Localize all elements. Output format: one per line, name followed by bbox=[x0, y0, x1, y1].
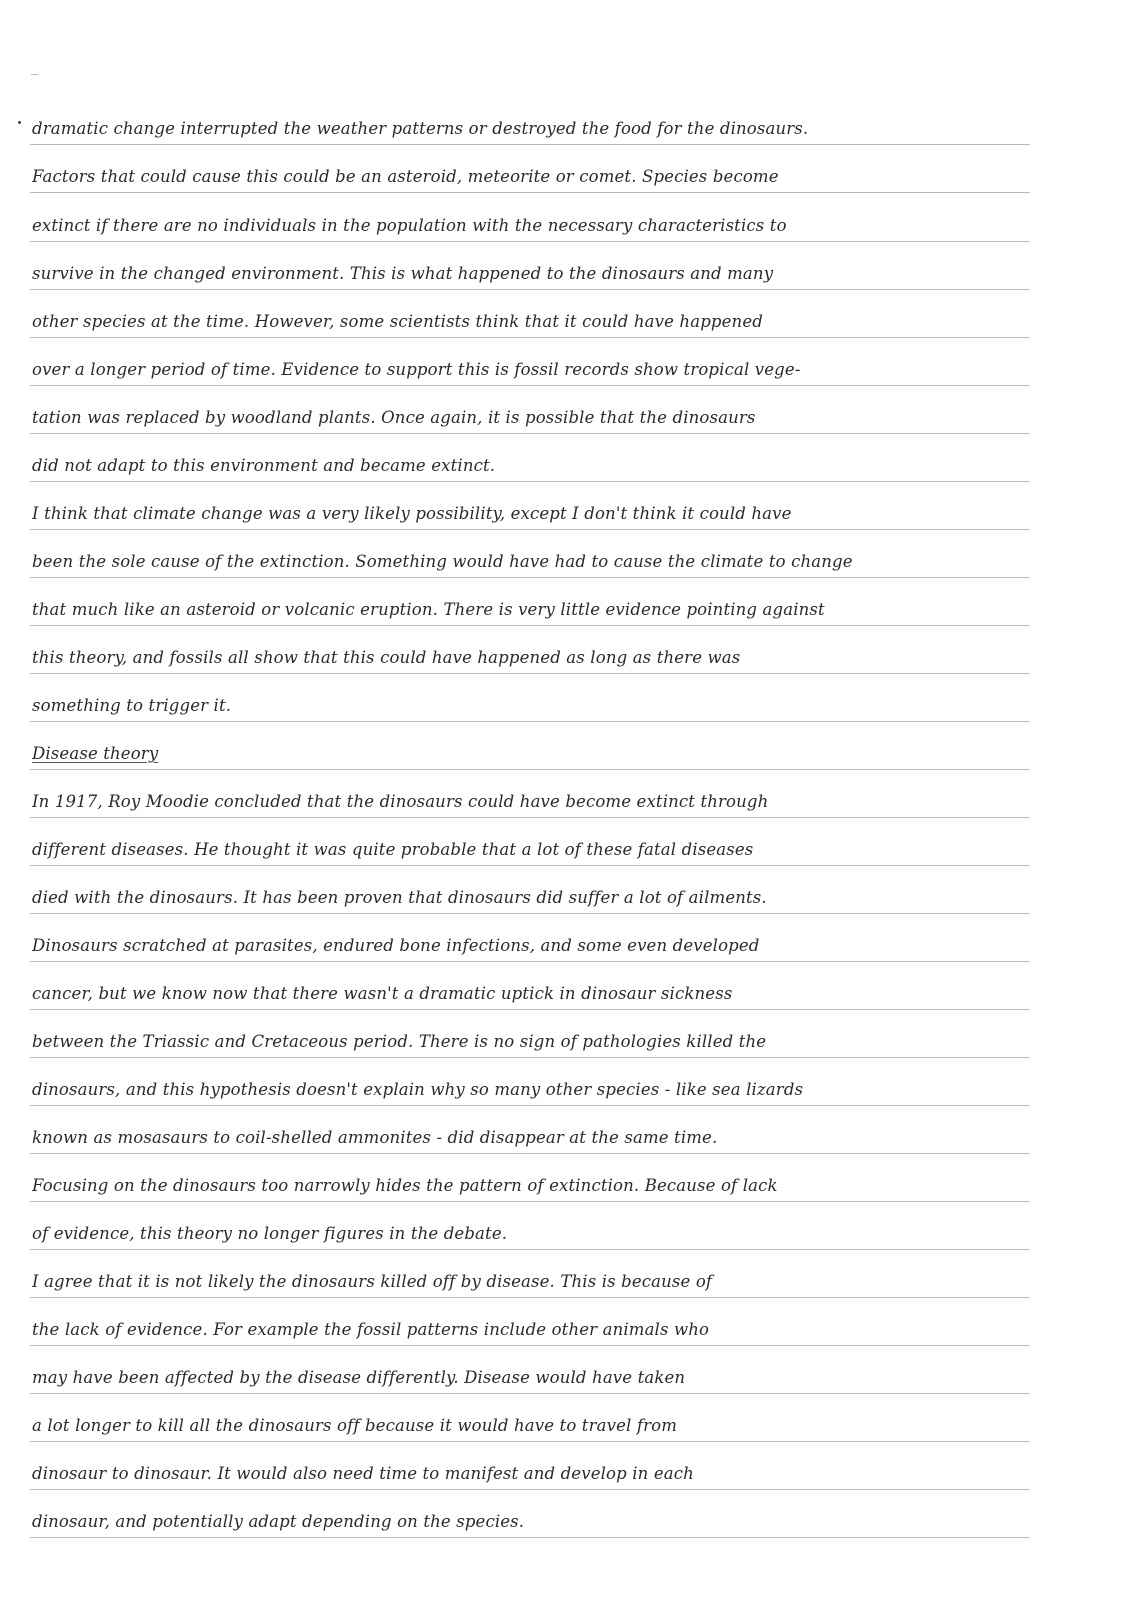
text-line: I think that climate change was a very likely possibility, except I don't think it could have bbox=[32, 504, 792, 523]
text-line: other species at the time. However, some scientists think that it could have happened bbox=[32, 312, 763, 331]
text-line: over a longer period of time. Evidence to support this is fossil records show tropical vege- bbox=[32, 360, 801, 379]
text-line: extinct if there are no individuals in the population with the necessary characteristics to bbox=[32, 216, 787, 235]
text-line: this theory, and fossils all show that this could have happened as long as there was bbox=[32, 648, 741, 667]
text-line: something to trigger it. bbox=[32, 696, 232, 715]
text-line: between the Triassic and Cretaceous period. There is no sign of pathologies killed the bbox=[32, 1032, 767, 1051]
text-line: different diseases. He thought it was quite probable that a lot of these fatal diseases bbox=[32, 840, 754, 859]
text-line: dinosaur, and potentially adapt depending on the species. bbox=[32, 1512, 525, 1531]
text-line: that much like an asteroid or volcanic eruption. There is very little evidence pointing against bbox=[32, 600, 825, 619]
text-line: known as mosasaurs to coil-shelled ammonites - did disappear at the same time. bbox=[32, 1128, 718, 1147]
text-line: did not adapt to this environment and became extinct. bbox=[32, 456, 496, 475]
text-line: tation was replaced by woodland plants. Once again, it is possible that the dinosaurs bbox=[32, 408, 756, 427]
text-line: died with the dinosaurs. It has been proven that dinosaurs did suffer a lot of ailments. bbox=[32, 888, 767, 907]
text-line: dinosaur to dinosaur. It would also need time to manifest and develop in each bbox=[32, 1464, 694, 1483]
text-line: dinosaurs, and this hypothesis doesn't explain why so many other species - like sea lizards bbox=[32, 1080, 804, 1099]
section-heading: Disease theory bbox=[32, 744, 159, 763]
text-line: Factors that could cause this could be an asteroid, meteorite or comet. Species become bbox=[32, 167, 779, 186]
text-line: cancer, but we know now that there wasn't a dramatic uptick in dinosaur sickness bbox=[32, 984, 733, 1003]
text-line: of evidence, this theory no longer figures in the debate. bbox=[32, 1224, 508, 1243]
text-line: I agree that it is not likely the dinosaurs killed off by disease. This is because of bbox=[32, 1272, 713, 1291]
text-line: dramatic change interrupted the weather patterns or destroyed the food for the dinosaurs. bbox=[32, 119, 809, 138]
text-line: survive in the changed environment. This is what happened to the dinosaurs and many bbox=[32, 264, 774, 283]
text-line: the lack of evidence. For example the fossil patterns include other animals who bbox=[32, 1320, 710, 1339]
text-line: Dinosaurs scratched at parasites, endured bone infections, and some even developed bbox=[32, 936, 760, 955]
essay-text bbox=[32, 0, 1024, 1600]
text-line: Focusing on the dinosaurs too narrowly hides the pattern of extinction. Because of lack bbox=[32, 1176, 778, 1195]
text-line: may have been affected by the disease differently. Disease would have taken bbox=[32, 1368, 686, 1387]
margin-dot bbox=[18, 121, 21, 124]
text-line: been the sole cause of the extinction. Something would have had to cause the climate to change bbox=[32, 552, 853, 571]
text-line: a lot longer to kill all the dinosaurs off because it would have to travel from bbox=[32, 1416, 677, 1435]
text-line: In 1917, Roy Moodie concluded that the dinosaurs could have become extinct through bbox=[32, 792, 769, 811]
